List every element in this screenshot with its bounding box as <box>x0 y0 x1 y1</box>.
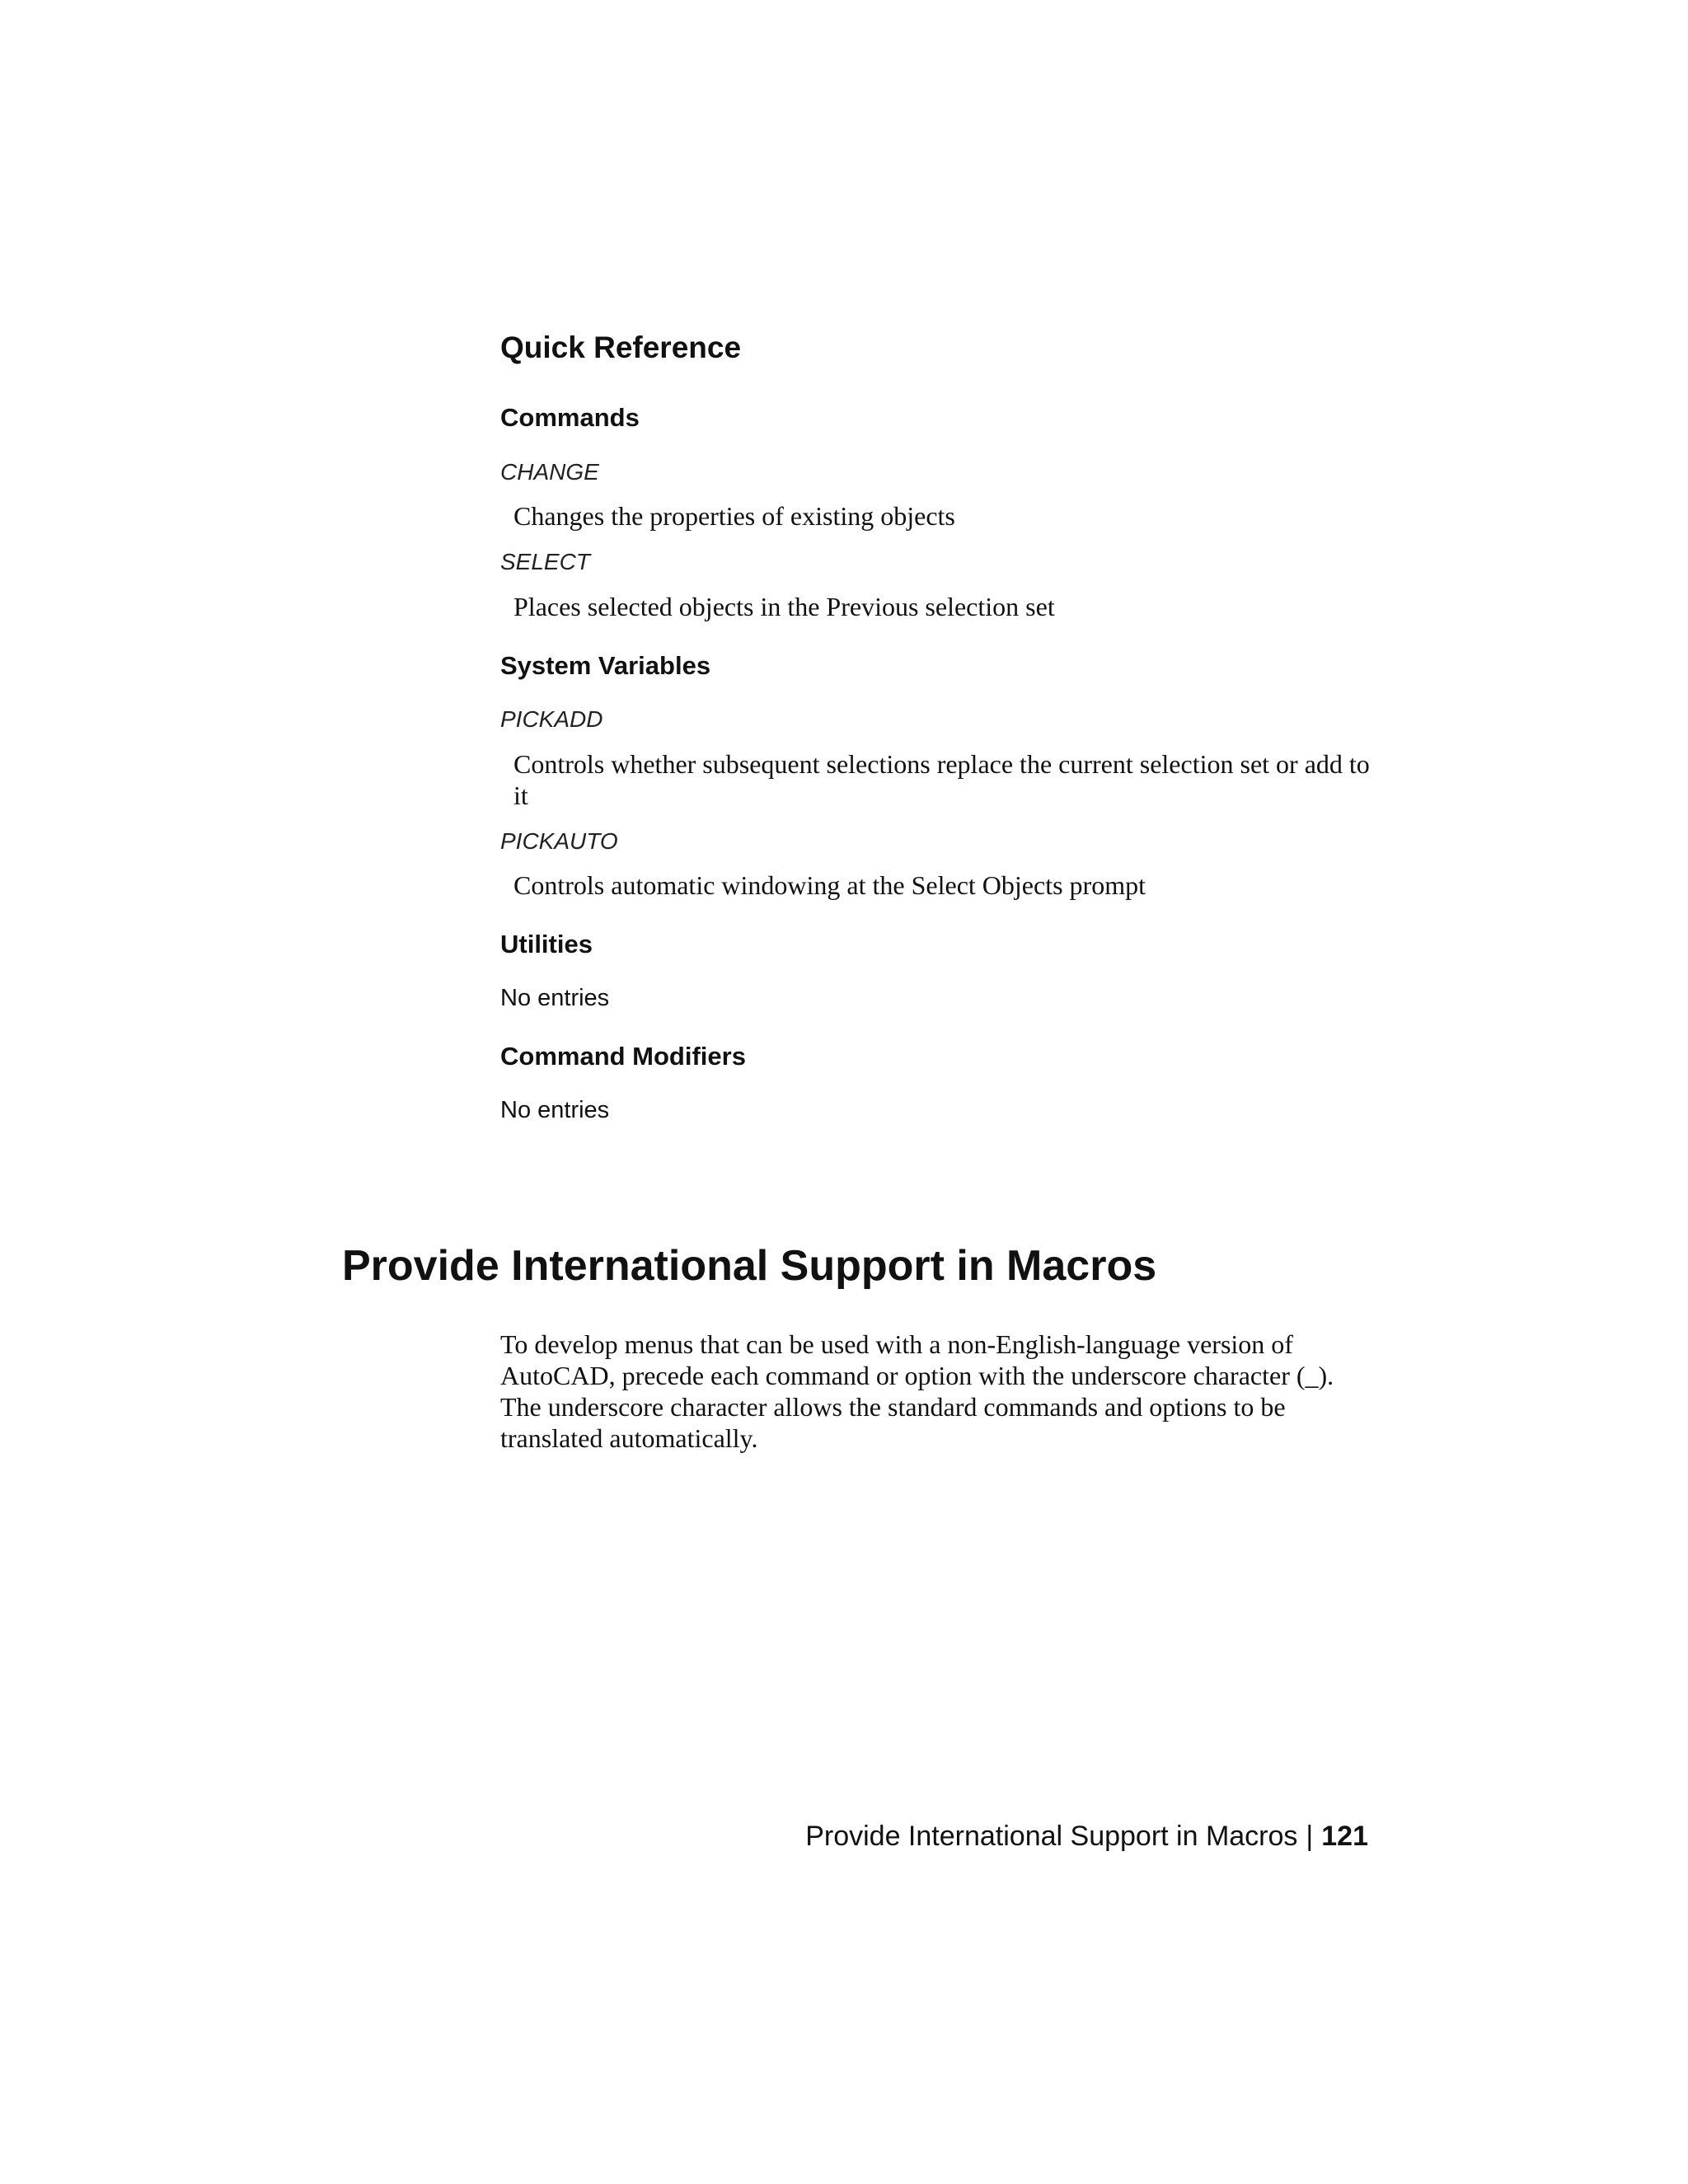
section-body-paragraph: To develop menus that can be used with a non-English-language version of AutoCAD, precede each command or option with the underscore character (_). The underscore character allows the standard commands and options to be translated automatically. <box>500 1329 1334 1453</box>
system-variables-section <box>500 650 1374 901</box>
command-description: Places selected objects in the Previous selection set <box>513 591 1055 621</box>
quick-reference <box>500 330 1374 1153</box>
command-modifiers-no-entries: No entries <box>500 1097 610 1124</box>
page-footer <box>805 1820 1368 1854</box>
system-variable-description: Controls whether subsequent selections replace the current selection set or add to it <box>513 748 1370 810</box>
system-variables-heading: System Variables <box>500 650 711 680</box>
command-description: Changes the properties of existing objects <box>513 501 955 532</box>
footer-separator: | <box>1306 1821 1314 1852</box>
utilities-section <box>500 929 1374 1013</box>
commands-section <box>500 402 1374 621</box>
section-title: Provide International Support in Macros <box>342 1242 1157 1290</box>
command-modifiers-section <box>500 1041 1374 1125</box>
command-modifiers-heading: Command Modifiers <box>500 1042 746 1071</box>
system-variable-term: PICKADD <box>500 705 603 732</box>
command-term: CHANGE <box>500 458 599 485</box>
utilities-heading: Utilities <box>500 930 593 959</box>
system-variable-term: PICKAUTO <box>500 827 618 854</box>
page-number: 121 <box>1321 1821 1368 1852</box>
utilities-no-entries: No entries <box>500 985 610 1012</box>
quick-reference-title: Quick Reference <box>500 330 742 364</box>
command-term: SELECT <box>500 549 590 575</box>
running-title: Provide International Support in Macros <box>805 1821 1298 1852</box>
commands-heading: Commands <box>500 403 640 433</box>
system-variable-description: Controls automatic windowing at the Select Objects prompt <box>513 870 1146 901</box>
